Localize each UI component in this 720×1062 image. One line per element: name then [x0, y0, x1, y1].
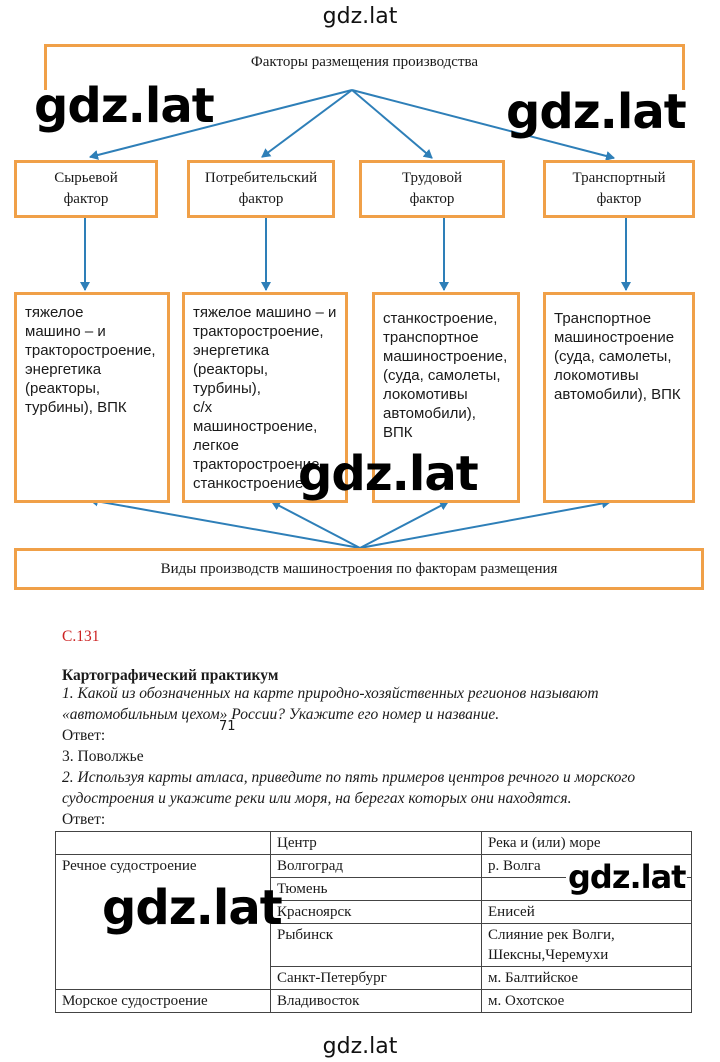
- page-reference: С.131: [62, 628, 100, 645]
- watermark-overlay: gdz.lat: [568, 858, 686, 896]
- type-box-raw: тяжелое машино – и тракторостроение, энергетика (реакторы, турбины), ВПК: [14, 292, 170, 503]
- question-1-line-2: «автомобильным цехом» России? Укажите его номер и название.: [62, 706, 500, 723]
- answer-label-2: Ответ:: [62, 811, 106, 828]
- factor-label: Потребительский фактор: [204, 170, 318, 207]
- bottom-label-box: [14, 548, 704, 590]
- factor-box-raw: [14, 160, 158, 218]
- table-cell: р. Волга: [482, 855, 692, 878]
- factor-box-transport: [543, 160, 695, 218]
- diagram-title: Факторы размещения производства: [250, 54, 479, 70]
- page-number: 71: [219, 719, 236, 734]
- table-header-row: [56, 832, 692, 855]
- section-title: Картографический практикум: [62, 667, 279, 684]
- table-row: [56, 990, 692, 1013]
- factor-label: Транспортный фактор: [572, 170, 666, 207]
- table-header-cell: Река и (или) море: [482, 832, 692, 855]
- table-cell: Речное судостроение: [56, 855, 271, 990]
- question-1-line-1: 1. Какой из обозначенных на карте природно-хозяйственных регионов называют: [62, 685, 599, 702]
- type-box-labor: станкостроение, транспортное машиностроение, (суда, самолеты, локомотивы автомобили), ВПК: [372, 292, 520, 503]
- table-cell: Енисей: [482, 901, 692, 924]
- factor-label: Сырьевой фактор: [54, 170, 118, 207]
- table-header-cell: Центр: [271, 832, 482, 855]
- factor-box-labor: [359, 160, 505, 218]
- table-header-cell: [56, 832, 271, 855]
- type-box-consumer: тяжелое машино – и тракторостроение, энергетика (реакторы, турбины), с/х машиностроение, легкое тракторостроение, станкостроение: [182, 292, 348, 503]
- arrow-up-3: [360, 502, 448, 548]
- table-cell: Морское судостроение: [56, 990, 271, 1013]
- question-2-line-1: 2. Используя карты атласа, приведите по пять примеров центров речного и морского: [62, 769, 636, 786]
- table-cell: Рыбинск: [271, 924, 482, 967]
- watermark-overlay: gdz.lat: [298, 446, 478, 502]
- table-cell: Слияние рек Волги, Шексны,Черемухи: [482, 924, 692, 967]
- question-2-line-2: судостроения и укажите реки или моря, на берегах которых они находятся.: [62, 790, 572, 807]
- answer-label-1: Ответ:: [62, 727, 106, 744]
- factor-label: Трудовой фактор: [401, 170, 463, 207]
- factor-box-consumer: [187, 160, 335, 218]
- watermark-bottom: gdz.lat: [322, 1034, 398, 1059]
- watermark-overlay: gdz.lat: [506, 84, 686, 140]
- watermark-overlay: gdz.lat: [102, 880, 282, 936]
- answer-1: 3. Поволжье: [62, 748, 144, 765]
- table-cell: Красноярск: [271, 901, 482, 924]
- arrow-to-factor-2: [262, 90, 352, 157]
- table-cell: Санкт-Петербург: [271, 967, 482, 990]
- bottom-label: Виды производств машиностроения по факторам размещения: [160, 560, 558, 577]
- table-cell: Тюмень: [271, 878, 482, 901]
- table-cell: м. Охотское: [482, 990, 692, 1013]
- watermark-overlay: gdz.lat: [34, 78, 214, 134]
- table-cell: м. Балтийское: [482, 967, 692, 990]
- arrow-up-4: [360, 502, 610, 548]
- table-cell: Волгоград: [271, 855, 482, 878]
- type-box-transport: Транспортное машиностроение (суда, самолеты, локомотивы автомобили), ВПК: [543, 292, 695, 503]
- table-cell: Владивосток: [271, 990, 482, 1013]
- watermark-top: gdz.lat: [322, 4, 398, 29]
- arrow-up-1: [90, 500, 360, 548]
